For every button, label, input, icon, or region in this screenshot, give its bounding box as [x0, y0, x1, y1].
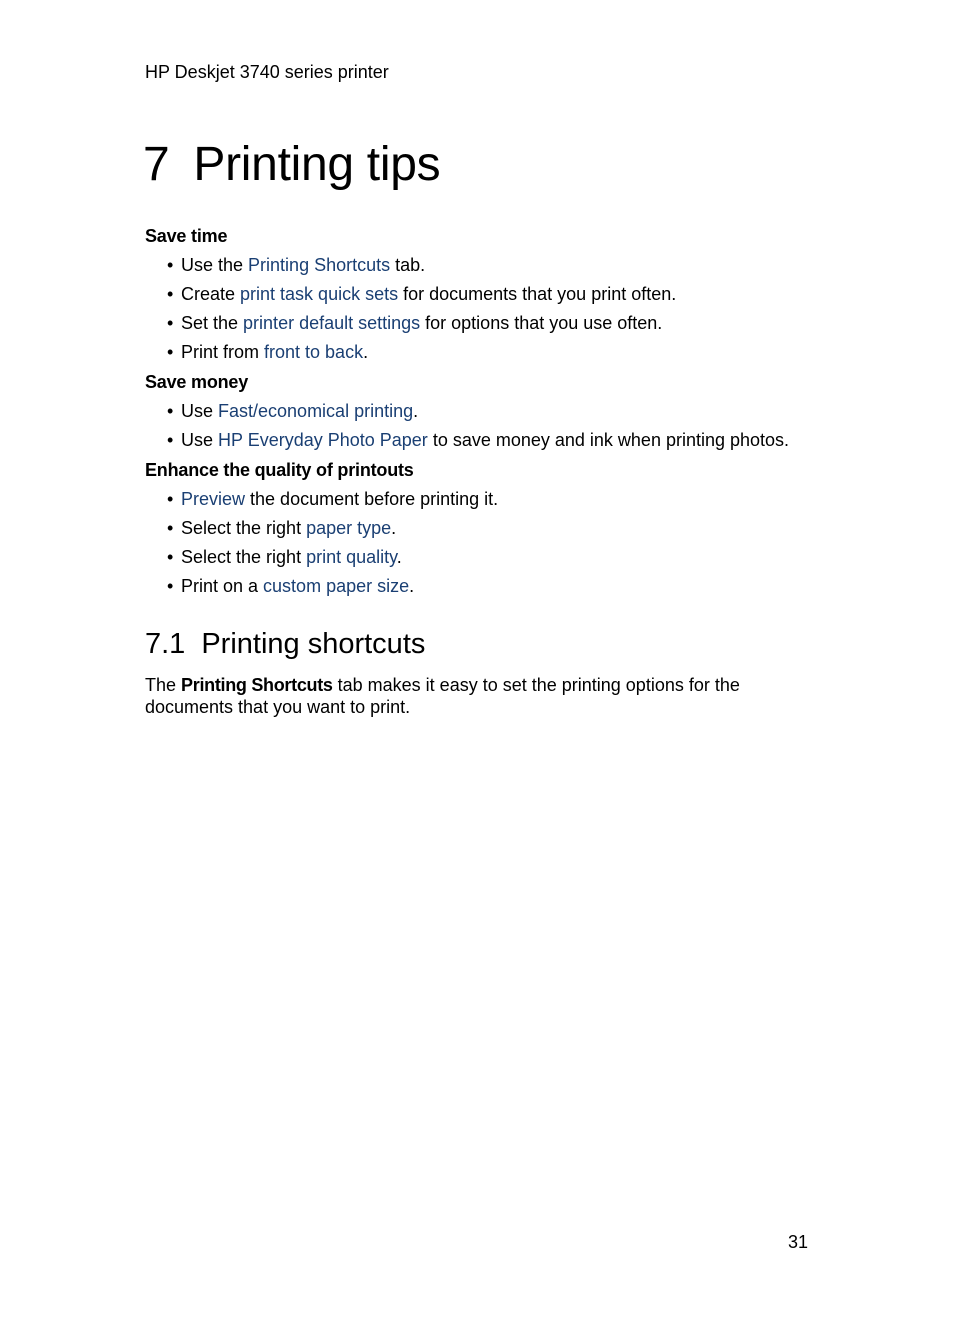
list-item: • Select the right paper type.: [167, 518, 397, 538]
bullet-icon: •: [167, 401, 174, 421]
link-custom-paper-size[interactable]: custom paper size: [263, 576, 410, 596]
list-item: • Print on a custom paper size.: [167, 576, 415, 596]
list-item: • Print from front to back.: [167, 342, 369, 362]
link-paper-type[interactable]: paper type: [306, 518, 392, 538]
list-item: • Select the right print quality.: [167, 547, 402, 567]
bullet-icon: •: [167, 342, 174, 362]
link-preview[interactable]: Preview: [181, 489, 246, 509]
link-hp-everyday-photo-paper[interactable]: HP Everyday Photo Paper: [218, 430, 428, 450]
bullet-icon: •: [167, 284, 174, 304]
section-number: 7.1: [145, 628, 186, 660]
chapter-title-text: Printing tips: [193, 138, 441, 191]
link-print-task-quick-sets[interactable]: print task quick sets: [240, 284, 399, 304]
bullet-icon: •: [167, 518, 174, 538]
bullet-icon: •: [167, 255, 174, 275]
bullet-icon: •: [167, 489, 174, 509]
link-printing-shortcuts[interactable]: Printing Shortcuts: [248, 255, 391, 275]
link-fast-economical-printing[interactable]: Fast/economical printing: [218, 401, 414, 421]
running-header: HP Deskjet 3740 series printer: [145, 62, 389, 82]
bullet-icon: •: [167, 313, 174, 333]
link-front-to-back[interactable]: front to back: [264, 342, 364, 362]
section-title-text: Printing shortcuts: [201, 628, 426, 660]
bullet-icon: •: [167, 547, 174, 567]
link-print-quality[interactable]: print quality: [306, 547, 397, 567]
subheading-save-time: Save time: [145, 226, 228, 246]
list-item: • Create print task quick sets for documents that you print often.: [167, 284, 677, 304]
bullet-icon: •: [167, 576, 174, 596]
list-item: • Preview the document before printing it.: [167, 489, 499, 509]
quality-list: [145, 487, 825, 598]
list-item: • Use Fast/economical printing.: [167, 401, 419, 421]
bullet-icon: •: [167, 430, 174, 450]
chapter-content: [145, 224, 825, 718]
subheading-enhance-quality: Enhance the quality of printouts: [145, 460, 414, 480]
link-printer-default-settings[interactable]: printer default settings: [243, 313, 421, 333]
save-time-list: [145, 253, 825, 364]
list-item: • Set the printer default settings for options that you use often.: [167, 313, 663, 333]
chapter-title: [143, 136, 440, 194]
section-title: [145, 626, 825, 662]
page-number: 31: [788, 1232, 809, 1252]
section-paragraph: The Printing Shortcuts tab makes it easy to set the printing options for the documents that you want to print.: [145, 675, 740, 717]
list-item: • Use the Printing Shortcuts tab.: [167, 255, 426, 275]
subheading-save-money: Save money: [145, 372, 249, 392]
chapter-number: 7: [143, 138, 170, 191]
list-item: • Use HP Everyday Photo Paper to save money and ink when printing photos.: [167, 430, 790, 450]
save-money-list: [145, 399, 825, 452]
ui-term-printing-shortcuts: Printing Shortcuts: [181, 675, 333, 695]
